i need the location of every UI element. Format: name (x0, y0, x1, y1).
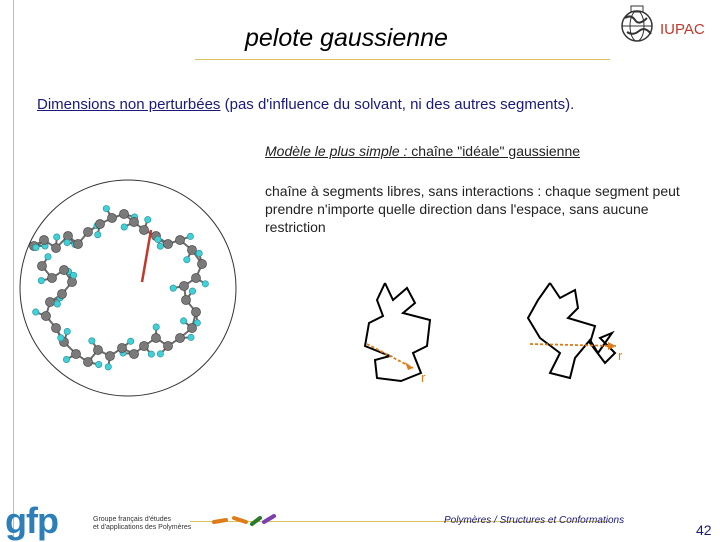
backbone-atom (51, 243, 60, 252)
backbone-atom (181, 295, 190, 304)
footer-caption: Polymères / Structures et Conformations (444, 515, 624, 526)
backbone-atom (83, 227, 92, 236)
side-atom (170, 285, 176, 291)
left-border-line (13, 0, 14, 540)
intro-underlined: Dimensions non perturbées (37, 96, 220, 113)
backbone-atom (107, 213, 116, 222)
side-atom (63, 356, 69, 362)
iupac-globe-icon (617, 4, 657, 46)
side-atom (157, 351, 163, 357)
side-atom (127, 338, 133, 344)
side-atom (202, 281, 208, 287)
side-atom (54, 234, 60, 240)
backbone-atom (37, 261, 46, 270)
backbone-atom (93, 345, 102, 354)
page-title: pelote gaussienne (245, 24, 448, 53)
backbone-atom (73, 239, 82, 248)
side-atom (180, 318, 186, 324)
iupac-logo-text: IUPAC (660, 21, 705, 38)
model-line (265, 143, 580, 159)
end-vector-label-left: r (421, 370, 425, 385)
side-atom (155, 236, 161, 242)
backbone-atom (197, 259, 206, 268)
ideal-chain-right (520, 278, 640, 388)
page-number: 42 (696, 522, 712, 538)
side-atom (105, 364, 111, 370)
backbone-atom (187, 245, 196, 254)
side-atom (189, 288, 195, 294)
backbone-atom (95, 219, 104, 228)
backbone-atom (191, 273, 200, 282)
side-atom (148, 351, 154, 357)
backbone-atom (39, 235, 48, 244)
side-atom (153, 324, 159, 330)
side-atom (33, 309, 39, 315)
side-atom (157, 243, 163, 249)
title-underline (195, 59, 610, 60)
backbone-atom (191, 307, 200, 316)
backbone-atom (105, 351, 114, 360)
backbone-atom (163, 341, 172, 350)
gfp-group-line1: Groupe français d'études (93, 516, 191, 524)
backbone-atom (139, 225, 148, 234)
backbone-atom (47, 273, 56, 282)
side-atom (95, 232, 101, 238)
backbone-atom (187, 323, 196, 332)
intro-sentence (37, 96, 574, 113)
decorative-dashes-icon (212, 512, 276, 528)
side-atom (54, 301, 60, 307)
side-atom (89, 338, 95, 344)
backbone-atom (129, 217, 138, 226)
side-atom (103, 205, 109, 211)
backbone-atom (71, 349, 80, 358)
backbone-atom (67, 277, 76, 286)
side-atom (121, 224, 127, 230)
gfp-group-name (93, 516, 191, 532)
side-atom (145, 216, 151, 222)
side-atom (196, 250, 202, 256)
backbone-atom (51, 323, 60, 332)
backbone-atom (175, 235, 184, 244)
backbone-atom (57, 289, 66, 298)
side-atom (184, 257, 190, 263)
backbone-atom (129, 349, 138, 358)
chain-description: chaîne à segments libres, sans interactions : chaque segment peut prendre n'importe quelle direction dans l'espace, sans aucune restriction (265, 182, 710, 236)
model-label: Modèle le plus simple : (265, 143, 407, 159)
backbone-atom (163, 239, 172, 248)
gfp-group-line2: et d'applications des Polymères (93, 524, 191, 532)
backbone-atom (59, 265, 68, 274)
backbone-atom (117, 343, 126, 352)
side-atom (188, 334, 194, 340)
molecular-coil-illustration (16, 178, 242, 400)
side-atom (64, 328, 70, 334)
backbone-atom (45, 297, 54, 306)
side-atom (96, 361, 102, 367)
gfp-logo: gfp (5, 500, 58, 542)
backbone-atom (83, 357, 92, 366)
backbone-atom (151, 333, 160, 342)
side-atom (58, 335, 64, 341)
model-value: chaîne "idéale" gaussienne (407, 143, 580, 159)
ideal-chain-left (355, 278, 445, 393)
end-vector-label-right: r (618, 348, 622, 363)
side-atom (64, 239, 70, 245)
backbone-atom (119, 209, 128, 218)
side-atom (45, 254, 51, 260)
backbone-atom (175, 333, 184, 342)
intro-rest: (pas d'influence du solvant, ni des autres segments). (220, 96, 574, 113)
backbone-atom (139, 341, 148, 350)
side-atom (70, 272, 76, 278)
backbone-atom (179, 281, 188, 290)
side-atom (187, 233, 193, 239)
backbone-atom (41, 311, 50, 320)
side-atom (33, 244, 39, 250)
side-atom (38, 277, 44, 283)
